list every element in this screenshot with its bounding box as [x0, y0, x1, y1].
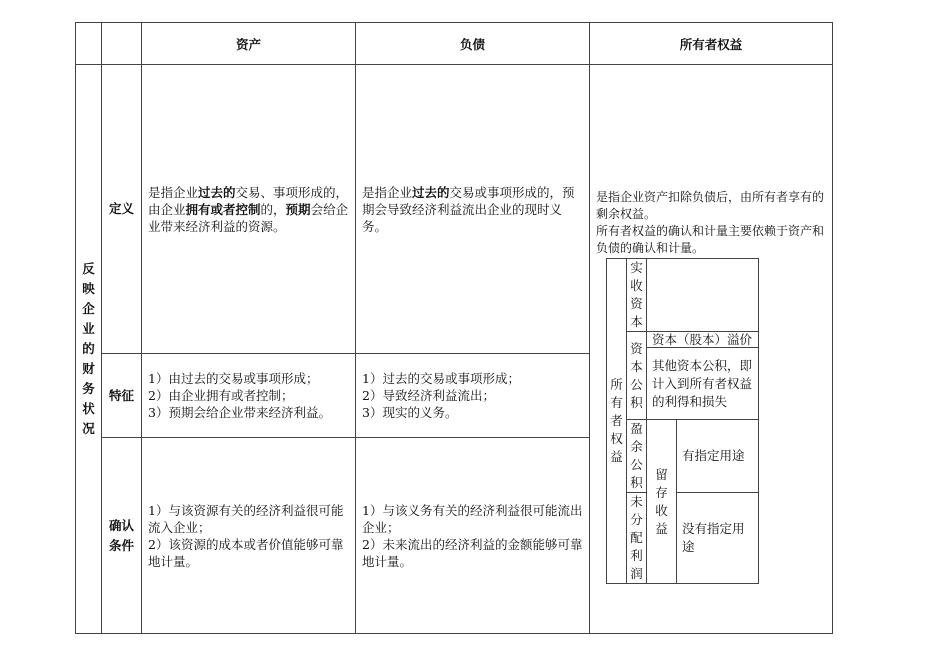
liabilities-features — [356, 354, 590, 438]
assets-feature-3: 3）预期会给企业带来经济利益。 — [148, 405, 331, 420]
surplus-reserve: 盈 余 公 积 — [627, 420, 647, 493]
liabilities-definition: 是指企业过去的交易或事项形成的，预期会导致经济利益流出企业的现时义务。 — [356, 65, 590, 354]
retained-earnings: 留 存 收 益 — [647, 420, 677, 584]
liabilities-recognition — [356, 438, 590, 634]
header-equity: 所有者权益 — [590, 23, 833, 65]
liabilities-feature-1: 1）过去的交易或事项形成； — [362, 371, 520, 386]
paid-in-capital: 实 收 资 本 — [627, 259, 647, 332]
assets-recognition-1: 1）与该资源有关的经济利益很可能流入企业； — [148, 502, 344, 535]
equity-definition — [596, 189, 831, 257]
side-label-text: 反 映 企 业 的 财 务 状 况 — [82, 261, 95, 436]
designated-use: 有指定用途 — [677, 420, 759, 493]
recognition-label — [102, 438, 142, 634]
liabilities-recognition-1: 1）与该义务有关的经济利益很可能流出企业； — [362, 502, 583, 535]
assets-features — [142, 354, 356, 438]
corner-cell-2 — [102, 23, 142, 65]
liabilities-feature-2: 2）导致经济利益流出； — [362, 388, 495, 403]
header-liabilities: 负债 — [356, 23, 590, 65]
assets-recognition-2: 2）该资源的成本或者价值能够可靠地计量。 — [148, 536, 344, 569]
features-label: 特征 — [102, 354, 142, 438]
no-designated-use: 没有指定用途 — [677, 493, 759, 584]
assets-feature-2: 2）由企业拥有或者控制； — [148, 388, 294, 403]
equity-definition-text-2: 所有者权益的确认和计量主要依赖于资产和负债的确认和计量。 — [596, 224, 825, 255]
assets-feature-1: 1）由过去的交易或事项形成； — [148, 371, 319, 386]
undistributed-profit: 未 分 配 利 润 — [627, 493, 647, 584]
header-row — [76, 23, 833, 65]
equity-structure-table — [606, 258, 759, 584]
assets-recognition — [142, 438, 356, 634]
definition-row — [76, 65, 833, 354]
liabilities-recognition-2: 2）未来流出的经济利益的金额能够可靠地计量。 — [362, 536, 583, 569]
liabilities-feature-3: 3）现实的义务。 — [362, 405, 458, 420]
assets-definition: 是指企业过去的交易、事项形成的，由企业拥有或者控制的，预期会给企业带来经济利益的资源。 — [142, 65, 356, 354]
other-capital-reserve: 其他资本公积，即计入到所有者权益的利得和损失 — [647, 348, 759, 420]
header-assets: 资产 — [142, 23, 356, 65]
equity-definition-text-1: 是指企业资产扣除负债后，由所有者享有的剩余权益。 — [596, 190, 825, 221]
equity-root: 所 有 者 权 益 — [607, 259, 627, 584]
definition-label: 定义 — [102, 65, 142, 354]
recognition-label-2: 条件 — [108, 537, 134, 553]
corner-cell — [76, 23, 102, 65]
capital-reserve: 资 本 公 积 — [627, 332, 647, 420]
accounting-elements-table — [75, 22, 833, 634]
capital-premium: 资本（股本）溢价 — [647, 332, 759, 348]
side-label — [76, 65, 102, 634]
recognition-label-1: 确认 — [108, 517, 134, 533]
paid-in-capital-blank — [647, 259, 759, 332]
equity-cell — [590, 65, 833, 634]
